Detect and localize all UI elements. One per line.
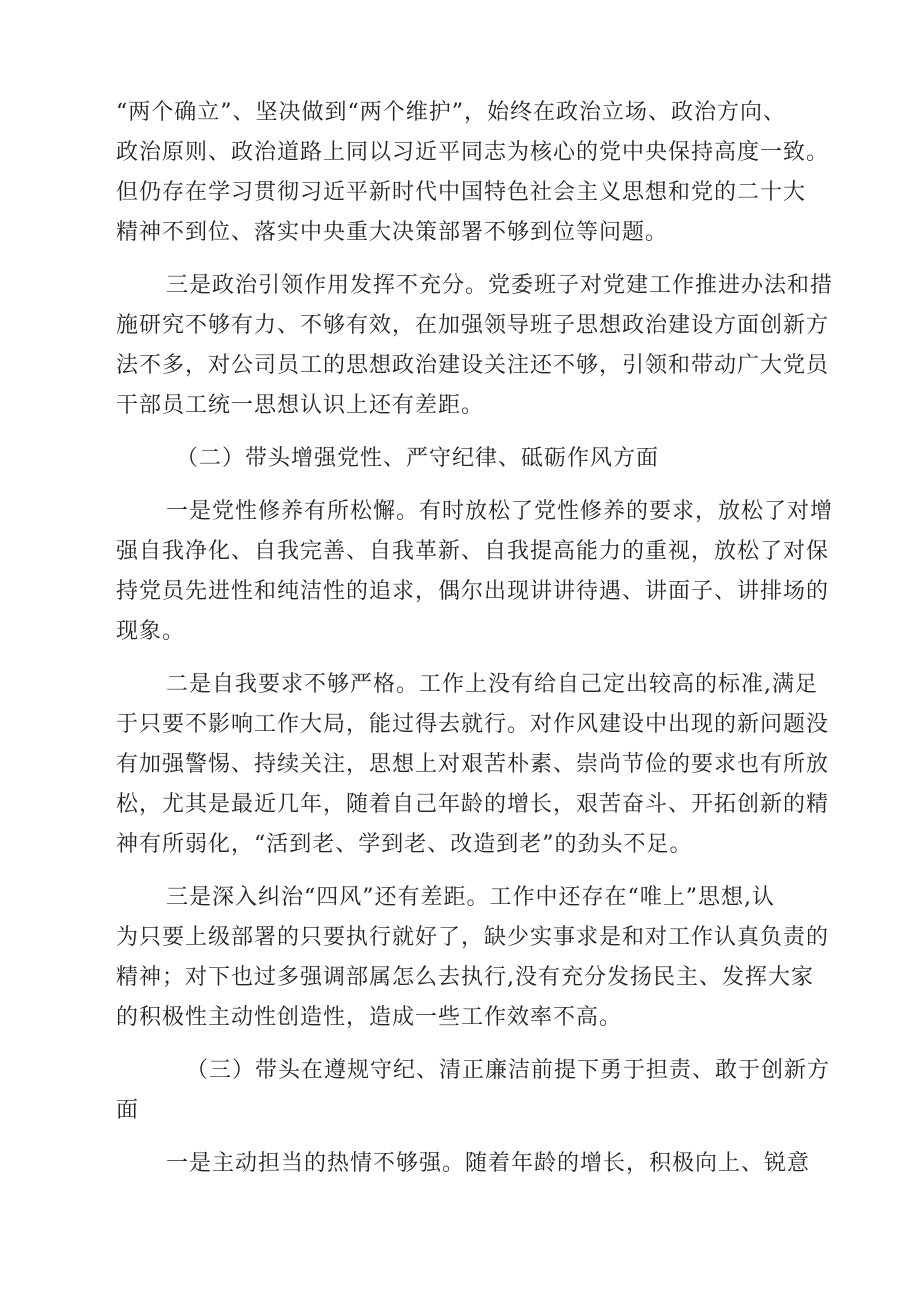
text-line: 法不多，对公司员工的思想政治建设关注还不够，引领和带动广大党员 (116, 353, 830, 378)
text-line: 于只要不影响工作大局，能过得去就行。对作风建设中出现的新问题没 (116, 712, 830, 737)
text-line: 松，尤其是最近几年，随着自己年龄的增长，艰苦奋斗、开拓创新的精 (116, 792, 830, 817)
section-heading: （二）带头增强党性、严守纪律、砥砺作风方面 (176, 446, 660, 471)
text-line: 强自我净化、自我完善、自我革新、自我提高能力的重视，放松了对保 (116, 539, 830, 564)
text-line: 有加强警惕、持续关注，思想上对艰苦朴素、崇尚节俭的要求也有所放 (116, 752, 830, 777)
text-line: 神有所弱化，“活到老、学到老、改造到老”的劲头不足。 (116, 832, 693, 857)
paragraph-first-line: 二是自我要求不够严格。工作上没有给自己定出较高的标准,满足 (166, 672, 818, 697)
text-line: 精神不到位、落实中央重大决策部署不够到位等问题。 (116, 220, 669, 245)
paragraph-first-line: 一是党性修养有所松懈。有时放松了党性修养的要求，放松了对增 (166, 499, 834, 524)
paragraph-first-line: 三是深入纠治“四风”还有差距。工作中还存在“唯上”思想,认 (166, 885, 775, 910)
paragraph-first-line: 三是政治引领作用发挥不充分。党委班子对党建工作推进办法和措 (166, 273, 834, 298)
section-heading: （三）带头在遵规守纪、清正廉洁前提下勇于担责、敢于创新方 (186, 1058, 831, 1083)
text-line: 政治原则、政治道路上同以习近平同志为核心的党中央保持高度一致。 (116, 140, 830, 165)
text-line: 的积极性主动性创造性，造成一些工作效率不高。 (116, 1005, 623, 1030)
text-line: 面 (116, 1098, 140, 1123)
paragraph-first-line: 一是主动担当的热情不够强。随着年龄的增长，积极向上、锐意 (166, 1151, 811, 1176)
text-line: 现象。 (116, 619, 186, 644)
text-line: 精神；对下也过多强调部属怎么去执行,没有充分发扬民主、发挥大家 (116, 965, 814, 990)
text-line: 施研究不够有力、不够有效，在加强领导班子思想政治建设方面创新方 (116, 313, 830, 338)
text-line: 为只要上级部署的只要执行就好了，缺少实事求是和对工作认真负责的 (116, 925, 830, 950)
text-line: 持党员先进性和纯洁性的追求，偶尔出现讲讲待遇、讲面子、讲排场的 (116, 579, 830, 604)
text-line: 但仍存在学习贯彻习近平新时代中国特色社会主义思想和党的二十大 (116, 180, 807, 205)
text-line: “两个确立”、坚决做到“两个维护”，始终在政治立场、政治方向、 (116, 100, 786, 125)
text-line: 干部员工统一思想认识上还有差距。 (116, 393, 485, 418)
document-body (116, 93, 834, 1184)
